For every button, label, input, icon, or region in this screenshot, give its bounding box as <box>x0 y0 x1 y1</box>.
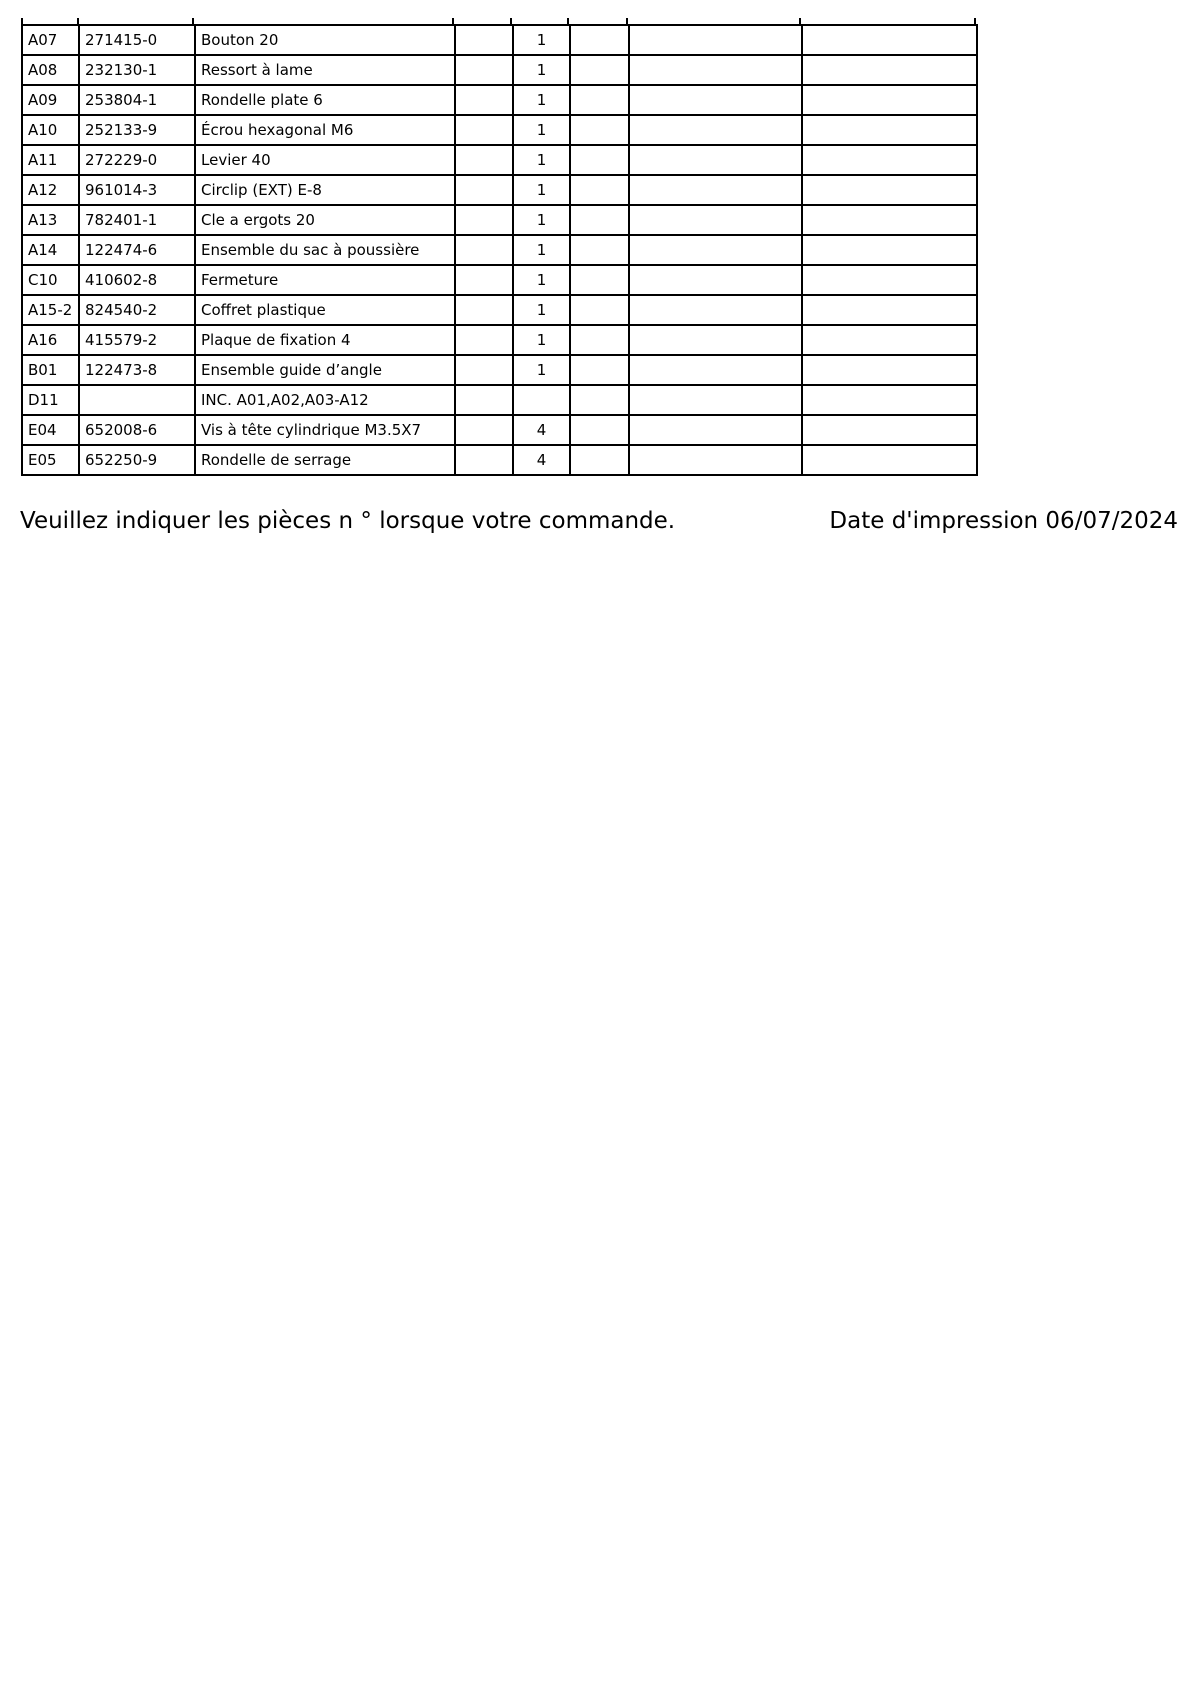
empty-cell <box>455 355 513 385</box>
empty-cell <box>629 205 802 235</box>
empty-cell <box>455 295 513 325</box>
empty-cell <box>629 415 802 445</box>
table-row <box>22 115 977 145</box>
empty-cell <box>570 115 629 145</box>
item-code-cell: A10 <box>22 115 79 145</box>
description-cell: Bouton 20 <box>195 25 455 55</box>
description-cell: Fermeture <box>195 265 455 295</box>
empty-cell <box>629 55 802 85</box>
empty-cell <box>570 145 629 175</box>
empty-cell <box>629 25 802 55</box>
empty-cell <box>570 415 629 445</box>
item-code-cell: C10 <box>22 265 79 295</box>
empty-cell <box>570 55 629 85</box>
part-number-cell: 272229-0 <box>79 145 195 175</box>
part-number-cell: 961014-3 <box>79 175 195 205</box>
quantity-cell: 4 <box>513 445 570 475</box>
empty-cell <box>455 25 513 55</box>
item-code-cell: D11 <box>22 385 79 415</box>
quantity-cell: 1 <box>513 55 570 85</box>
empty-cell <box>570 85 629 115</box>
part-number-cell: 232130-1 <box>79 55 195 85</box>
empty-cell <box>629 295 802 325</box>
description-cell: INC. A01,A02,A03-A12 <box>195 385 455 415</box>
empty-cell <box>629 355 802 385</box>
item-code-cell: E04 <box>22 415 79 445</box>
table-row <box>22 25 977 55</box>
part-number-cell: 652008-6 <box>79 415 195 445</box>
item-code-cell: A09 <box>22 85 79 115</box>
description-cell: Écrou hexagonal M6 <box>195 115 455 145</box>
empty-cell <box>802 115 977 145</box>
empty-cell <box>802 445 977 475</box>
quantity-cell: 1 <box>513 85 570 115</box>
table-row <box>22 175 977 205</box>
order-instruction-note: Veuillez indiquer les pièces n ° lorsque votre commande. <box>20 508 676 534</box>
empty-cell <box>455 385 513 415</box>
quantity-cell <box>513 385 570 415</box>
part-number-cell: 122473-8 <box>79 355 195 385</box>
item-code-cell: A08 <box>22 55 79 85</box>
table-row <box>22 265 977 295</box>
empty-cell <box>455 445 513 475</box>
empty-cell <box>455 205 513 235</box>
empty-cell <box>802 85 977 115</box>
empty-cell <box>570 25 629 55</box>
part-number-cell: 652250-9 <box>79 445 195 475</box>
empty-cell <box>629 115 802 145</box>
empty-cell <box>629 445 802 475</box>
empty-cell <box>802 265 977 295</box>
table-row <box>22 235 977 265</box>
empty-cell <box>802 175 977 205</box>
empty-cell <box>802 205 977 235</box>
part-number-cell: 410602-8 <box>79 265 195 295</box>
empty-cell <box>629 145 802 175</box>
table-row <box>22 385 977 415</box>
description-cell: Levier 40 <box>195 145 455 175</box>
description-cell: Ensemble du sac à poussière <box>195 235 455 265</box>
description-cell: Coffret plastique <box>195 295 455 325</box>
empty-cell <box>570 445 629 475</box>
table-row <box>22 145 977 175</box>
table-row <box>22 325 977 355</box>
item-code-cell: B01 <box>22 355 79 385</box>
empty-cell <box>455 85 513 115</box>
table-row <box>22 415 977 445</box>
empty-cell <box>629 265 802 295</box>
empty-cell <box>629 385 802 415</box>
parts-table <box>21 24 978 476</box>
table-row <box>22 85 977 115</box>
part-number-cell: 252133-9 <box>79 115 195 145</box>
print-date: Date d'impression 06/07/2024 <box>829 508 1178 534</box>
empty-cell <box>802 235 977 265</box>
empty-cell <box>570 325 629 355</box>
part-number-cell: 824540-2 <box>79 295 195 325</box>
description-cell: Ressort à lame <box>195 55 455 85</box>
item-code-cell: A16 <box>22 325 79 355</box>
item-code-cell: A11 <box>22 145 79 175</box>
quantity-cell: 1 <box>513 265 570 295</box>
description-cell: Rondelle de serrage <box>195 445 455 475</box>
empty-cell <box>455 115 513 145</box>
empty-cell <box>570 265 629 295</box>
empty-cell <box>570 205 629 235</box>
table-row <box>22 205 977 235</box>
quantity-cell: 4 <box>513 415 570 445</box>
empty-cell <box>629 325 802 355</box>
empty-cell <box>570 355 629 385</box>
description-cell: Ensemble guide d’angle <box>195 355 455 385</box>
empty-cell <box>802 145 977 175</box>
quantity-cell: 1 <box>513 205 570 235</box>
item-code-cell: E05 <box>22 445 79 475</box>
quantity-cell: 1 <box>513 295 570 325</box>
empty-cell <box>802 325 977 355</box>
description-cell: Rondelle plate 6 <box>195 85 455 115</box>
description-cell: Circlip (EXT) E-8 <box>195 175 455 205</box>
description-cell: Plaque de fixation 4 <box>195 325 455 355</box>
empty-cell <box>802 295 977 325</box>
empty-cell <box>455 55 513 85</box>
item-code-cell: A15-2 <box>22 295 79 325</box>
empty-cell <box>455 235 513 265</box>
empty-cell <box>455 175 513 205</box>
quantity-cell: 1 <box>513 145 570 175</box>
item-code-cell: A14 <box>22 235 79 265</box>
table-row <box>22 295 977 325</box>
item-code-cell: A07 <box>22 25 79 55</box>
description-cell: Cle a ergots 20 <box>195 205 455 235</box>
empty-cell <box>802 415 977 445</box>
empty-cell <box>570 385 629 415</box>
quantity-cell: 1 <box>513 355 570 385</box>
empty-cell <box>455 415 513 445</box>
empty-cell <box>455 265 513 295</box>
empty-cell <box>455 145 513 175</box>
table-row <box>22 445 977 475</box>
quantity-cell: 1 <box>513 235 570 265</box>
empty-cell <box>629 85 802 115</box>
empty-cell <box>629 235 802 265</box>
quantity-cell: 1 <box>513 325 570 355</box>
empty-cell <box>570 175 629 205</box>
part-number-cell: 122474-6 <box>79 235 195 265</box>
empty-cell <box>802 25 977 55</box>
item-code-cell: A12 <box>22 175 79 205</box>
description-cell: Vis à tête cylindrique M3.5X7 <box>195 415 455 445</box>
quantity-cell: 1 <box>513 25 570 55</box>
empty-cell <box>455 325 513 355</box>
empty-cell <box>802 55 977 85</box>
part-number-cell: 253804-1 <box>79 85 195 115</box>
empty-cell <box>802 355 977 385</box>
parts-table-body <box>22 25 977 475</box>
part-number-cell: 271415-0 <box>79 25 195 55</box>
quantity-cell: 1 <box>513 115 570 145</box>
empty-cell <box>802 385 977 415</box>
empty-cell <box>570 235 629 265</box>
quantity-cell: 1 <box>513 175 570 205</box>
item-code-cell: A13 <box>22 205 79 235</box>
table-row <box>22 55 977 85</box>
part-number-cell: 782401-1 <box>79 205 195 235</box>
part-number-cell <box>79 385 195 415</box>
table-row <box>22 355 977 385</box>
part-number-cell: 415579-2 <box>79 325 195 355</box>
empty-cell <box>629 175 802 205</box>
empty-cell <box>570 295 629 325</box>
